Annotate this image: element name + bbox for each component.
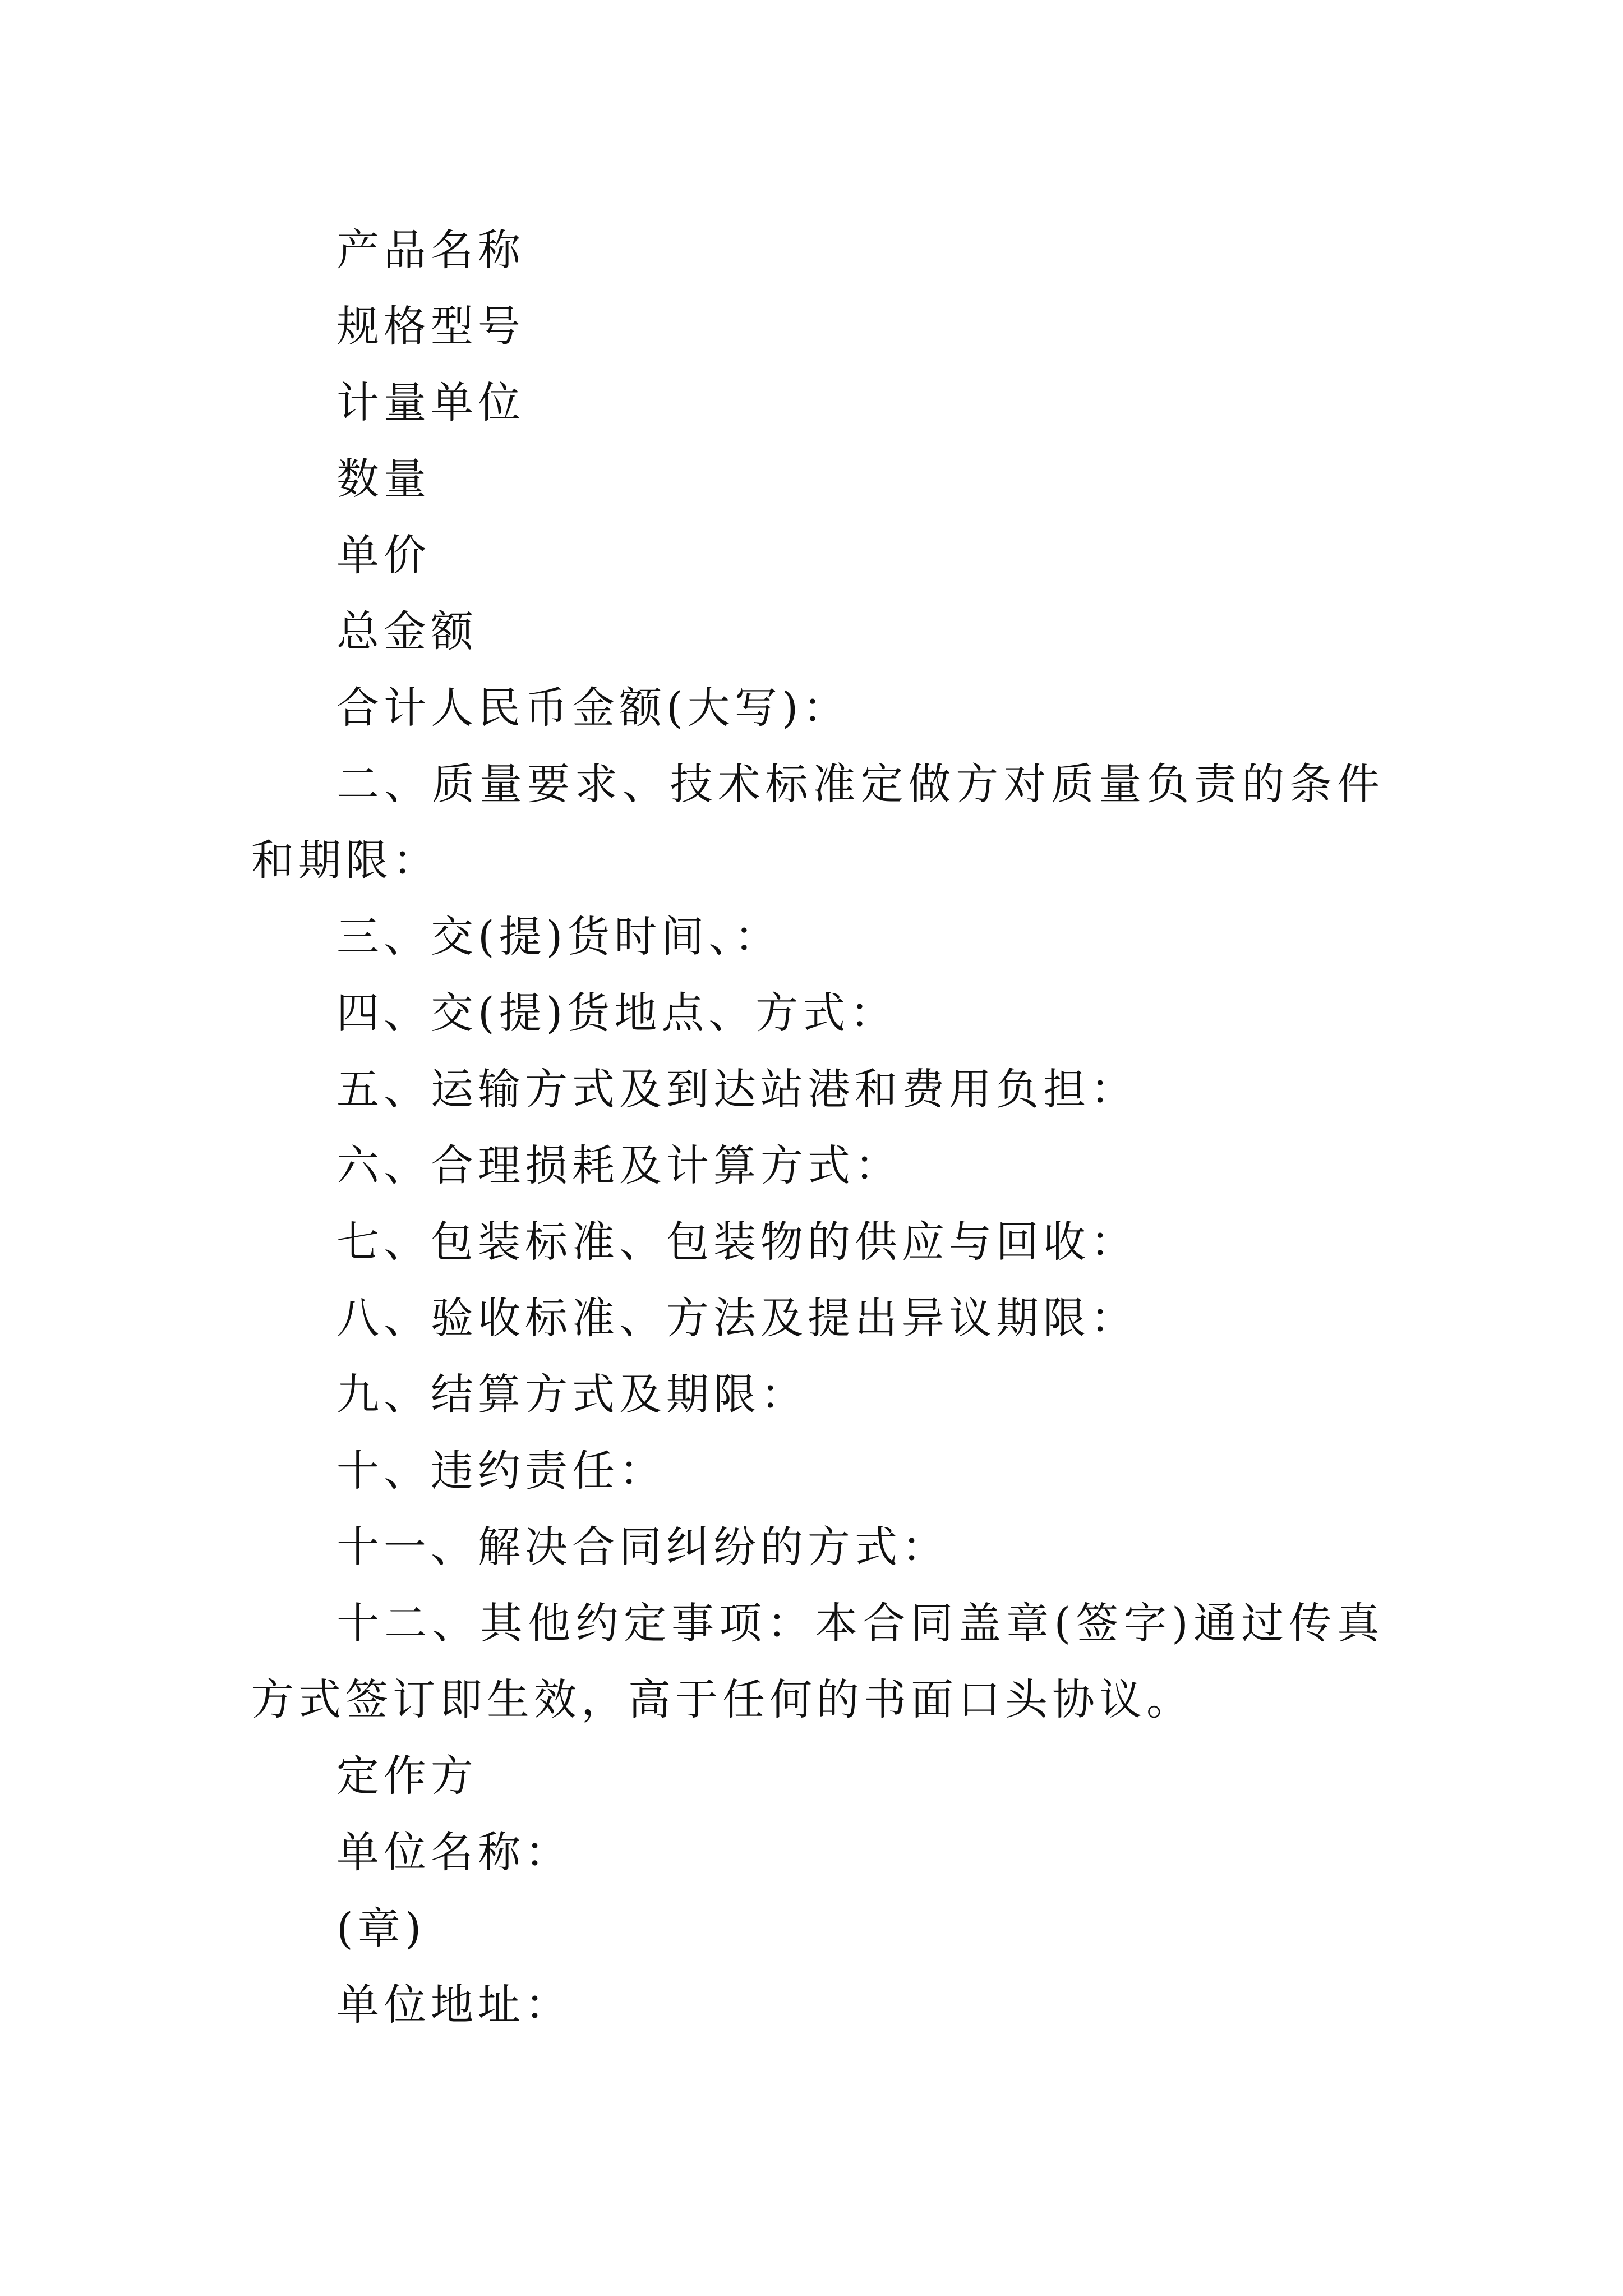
- party-company-name: 单位名称：: [336, 1827, 572, 1877]
- item-unit-price: 单价: [336, 530, 431, 580]
- clause-8-acceptance: 八、验收标准、方法及提出异议期限：: [336, 1293, 1137, 1343]
- clause-7-packaging: 七、包装标准、包装物的供应与回收：: [336, 1217, 1137, 1267]
- clause-9-settlement: 九、结算方式及期限：: [336, 1369, 808, 1419]
- item-product-name: 产品名称: [336, 225, 525, 275]
- party-company-address: 单位地址：: [336, 1980, 572, 2030]
- clause-4-delivery-place: 四、交(提)货地点、方式：: [336, 988, 897, 1038]
- clause-10-liability: 十、违约责任：: [336, 1446, 666, 1496]
- party-orderer-heading: 定作方: [336, 1751, 478, 1801]
- item-total-rmb-uppercase: 合计人民币金额(大写)：: [336, 683, 850, 733]
- item-total-amount: 总金额: [336, 606, 478, 656]
- clause-6-loss: 六、合理损耗及计算方式：: [336, 1140, 902, 1190]
- item-quantity: 数量: [336, 454, 431, 504]
- item-spec-model: 规格型号: [336, 301, 525, 351]
- clause-2-quality: 二、质量要求、技术标准定做方对质量负责的条件和期限：: [251, 759, 1384, 885]
- clause-11-dispute: 十一、解决合同纠纷的方式：: [336, 1522, 949, 1572]
- clause-12-other: 十二、其他约定事项：本合同盖章(签字)通过传真方式签订即生效，高于任何的书面口头协议。: [251, 1598, 1384, 1724]
- party-seal: (章): [336, 1903, 426, 1953]
- clause-5-transport: 五、运输方式及到达站港和费用负担：: [336, 1064, 1137, 1114]
- clause-3-delivery-time: 三、交(提)货时间、：: [336, 912, 782, 961]
- document-body: [251, 212, 1384, 2043]
- item-unit: 计量单位: [336, 378, 525, 427]
